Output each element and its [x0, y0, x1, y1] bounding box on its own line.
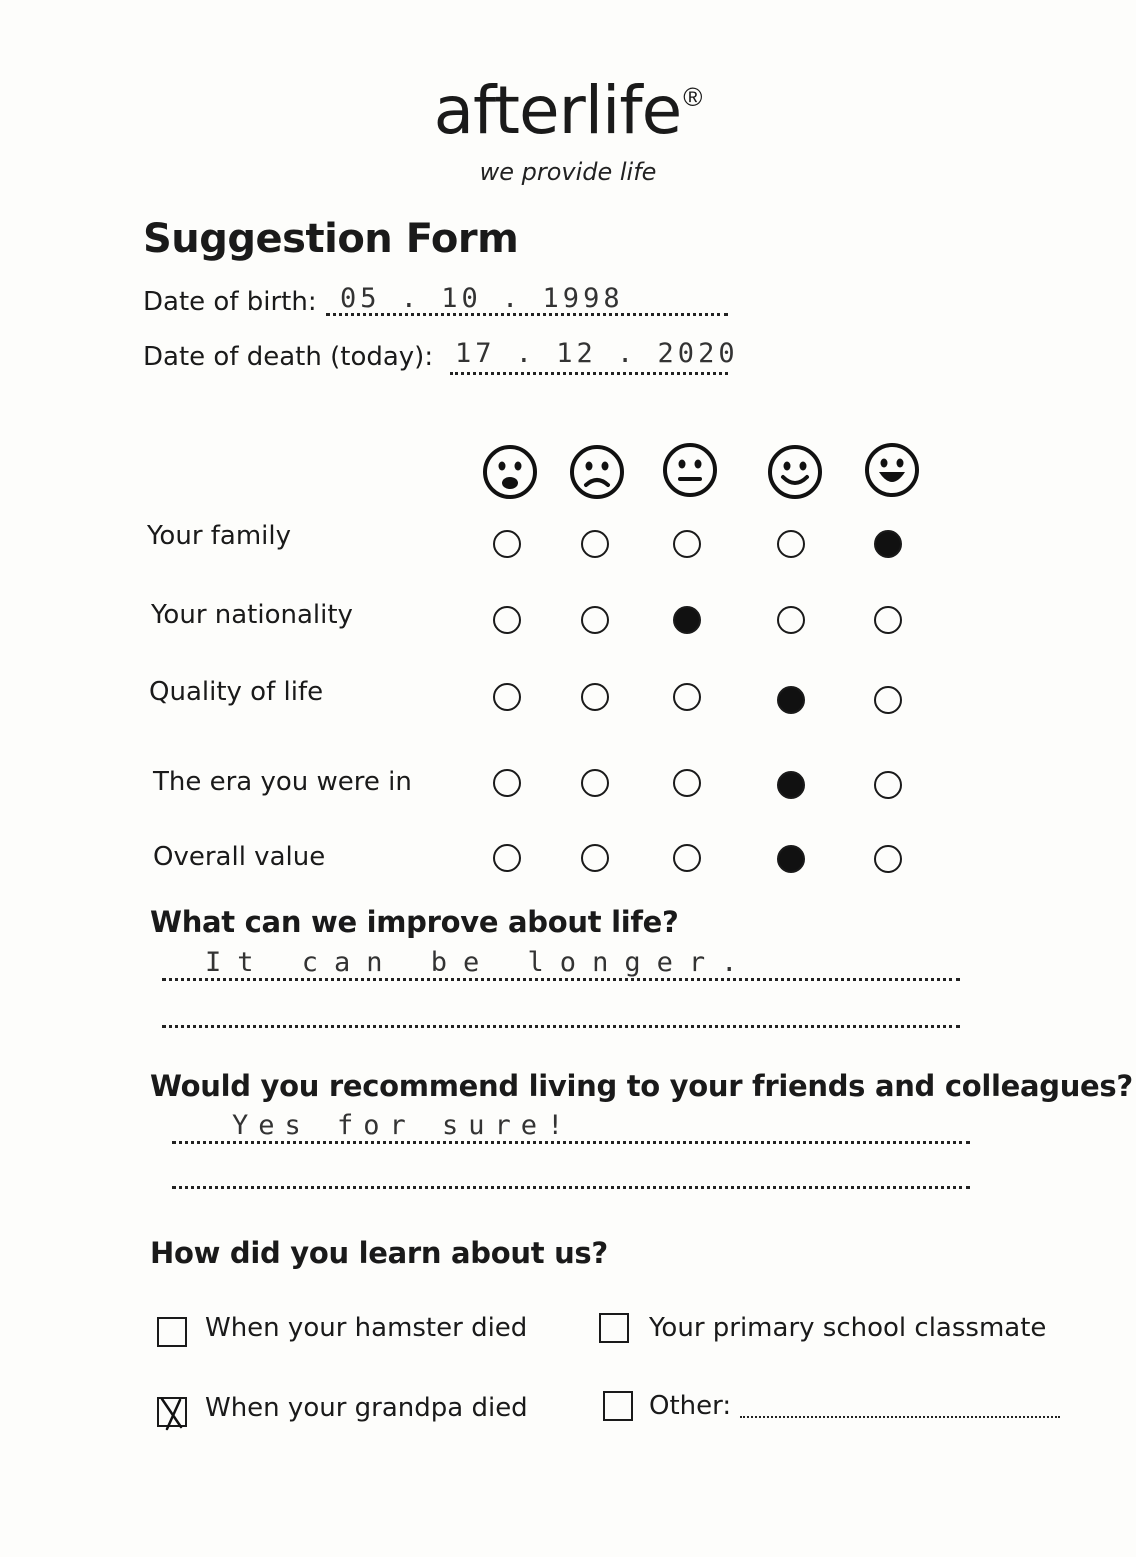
checkbox-label-other: Other: — [649, 1391, 732, 1421]
rating-radio[interactable] — [777, 845, 805, 873]
rating-radio[interactable] — [777, 771, 805, 799]
rating-label-era: The era you were in — [153, 767, 412, 797]
date-of-birth-label: Date of birth: — [143, 287, 317, 317]
rating-label-nationality: Your nationality — [151, 600, 353, 630]
rating-radio[interactable] — [581, 683, 609, 711]
checkbox-other[interactable] — [603, 1391, 633, 1421]
registered-mark: ® — [683, 82, 703, 112]
check-x-mark-icon — [159, 1397, 185, 1431]
sad-face-icon — [569, 444, 625, 500]
improve-answer[interactable]: It can be longer. — [205, 947, 754, 978]
happy-face-icon — [767, 444, 823, 500]
recommend-question: Would you recommend living to your friends and colleagues? — [150, 1069, 1133, 1103]
form-title: Suggestion Form — [143, 216, 519, 262]
improve-answer-line-1 — [162, 978, 960, 981]
checkbox-hamster[interactable] — [157, 1317, 187, 1347]
rating-radio[interactable] — [673, 769, 701, 797]
rating-radio[interactable] — [493, 683, 521, 711]
neutral-face-icon — [662, 442, 718, 498]
rating-radio[interactable] — [493, 530, 521, 558]
brand-tagline: we provide life — [479, 158, 657, 186]
very-happy-face-icon — [864, 442, 920, 498]
rating-radio[interactable] — [493, 844, 521, 872]
rating-radio[interactable] — [581, 606, 609, 634]
rating-label-quality-of-life: Quality of life — [149, 677, 324, 707]
brand-logo — [0, 72, 1136, 149]
improve-answer-line-2 — [162, 1025, 960, 1028]
rating-radio[interactable] — [493, 769, 521, 797]
rating-radio[interactable] — [874, 845, 902, 873]
recommend-answer-line-1 — [172, 1141, 970, 1144]
recommend-answer-line-2 — [172, 1186, 970, 1189]
rating-radio[interactable] — [874, 606, 902, 634]
rating-radio[interactable] — [673, 844, 701, 872]
rating-radio[interactable] — [777, 686, 805, 714]
rating-radio[interactable] — [493, 606, 521, 634]
rating-radio[interactable] — [874, 530, 902, 558]
very-unhappy-face-icon — [482, 444, 538, 500]
rating-radio[interactable] — [777, 606, 805, 634]
rating-radio[interactable] — [581, 844, 609, 872]
date-of-death-label: Date of death (today): — [143, 342, 434, 372]
source-question: How did you learn about us? — [150, 1236, 608, 1270]
date-of-death-value[interactable]: 17 . 12 . 2020 — [455, 338, 739, 369]
checkbox-label-classmate: Your primary school classmate — [649, 1313, 1047, 1343]
rating-radio[interactable] — [874, 771, 902, 799]
rating-radio[interactable] — [874, 686, 902, 714]
rating-radio[interactable] — [581, 530, 609, 558]
other-answer-line[interactable] — [740, 1416, 1060, 1418]
recommend-answer[interactable]: Yes for sure! — [232, 1110, 574, 1141]
checkbox-grandpa[interactable] — [157, 1397, 187, 1427]
rating-radio[interactable] — [777, 530, 805, 558]
rating-radio[interactable] — [673, 530, 701, 558]
date-of-death-line — [450, 372, 728, 375]
checkbox-label-hamster: When your hamster died — [205, 1313, 528, 1343]
date-of-birth-value[interactable]: 05 . 10 . 1998 — [340, 283, 624, 314]
rating-radio[interactable] — [581, 769, 609, 797]
brand-name: afterlife — [433, 72, 682, 149]
rating-radio[interactable] — [673, 606, 701, 634]
rating-label-overall-value: Overall value — [153, 842, 326, 872]
improve-question: What can we improve about life? — [150, 905, 679, 939]
checkbox-classmate[interactable] — [599, 1313, 629, 1343]
rating-radio[interactable] — [673, 683, 701, 711]
checkbox-label-grandpa: When your grandpa died — [205, 1393, 528, 1423]
rating-label-family: Your family — [147, 521, 292, 551]
